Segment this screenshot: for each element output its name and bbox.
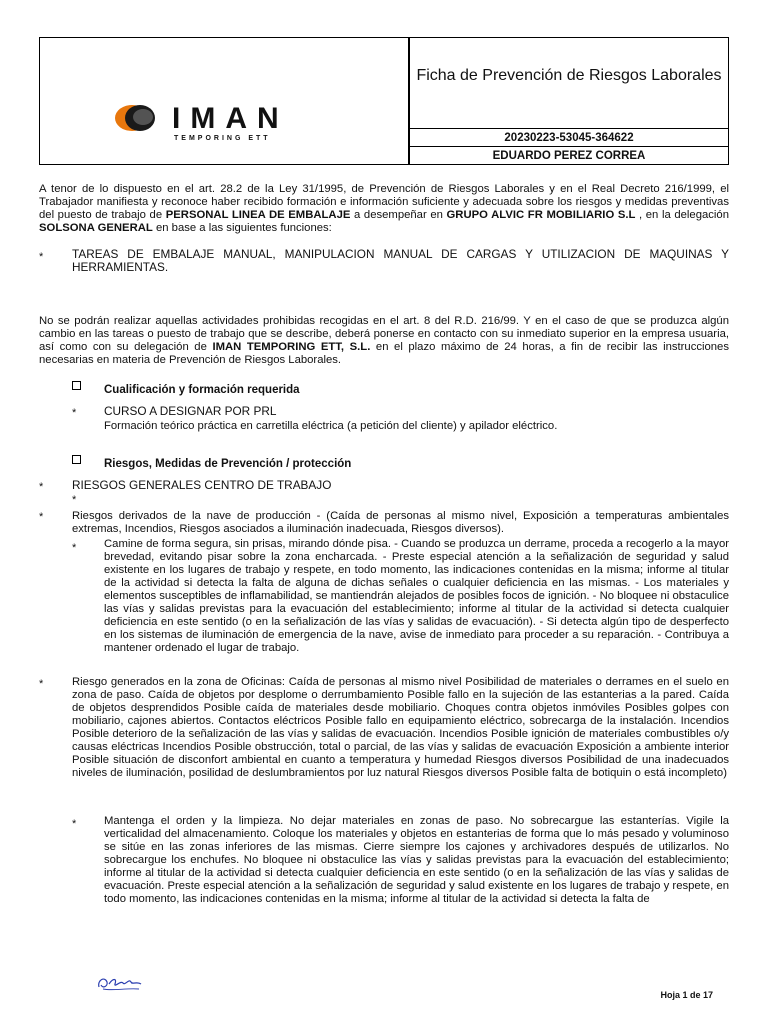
- svg-text:IMAN: IMAN: [172, 102, 289, 135]
- job-position: PERSONAL LINEA DE EMBALAJE: [165, 209, 351, 221]
- bullet-marker: *: [39, 251, 44, 263]
- course-name: CURSO A DESIGNAR POR PRL: [104, 404, 277, 418]
- production-risk: Riesgos derivados de la nave de producción - (Caída de personas al mismo nivel, Exposición a temperaturas ambientales extremas, Incendios, Riesgos asociados a iluminación inadecuada, Riesgos diversos).: [72, 510, 729, 535]
- bullet-marker: *: [39, 678, 44, 690]
- bullet-marker: *: [72, 494, 77, 506]
- section-checkbox: [72, 455, 81, 464]
- production-measures: Camine de forma segura, sin prisas, mirando dónde pisa. - Cuando se produzca un derrame, proceda a recogerlo a la mayor brevedad, evitando pisar sobre la zona encharcada. - Preste especial atención a la señalización de seguridad y salud existente en los lugares de trabajo y respete, en todo momento, las indicaciones contenidas en la misma; informe al titular de la actividad si detecta la falta de alguna de dichas señales o cualquier deficiencia en las mismas. - Los materiales y elementos susceptibles de inflamabilidad, se mantiendrán alejados de posibles focos de ignición. - No bloquee ni obstaculice las vías y salidas previstas para la evacuación del establecimiento; informe al titular de la actividad si detecta cualquier deficiencia en este sentido (o en la señalización de las vías y salidas de evacuación). - Si detecta algún tipo de desperfecto en los sistemas de iluminación de emergencia de la nave, avise de inmediato para proceder a su reparación. - Contribuya a mantener ordenado el lugar de trabajo.: [104, 538, 729, 654]
- document-title: Ficha de Prevención de Riesgos Laborales: [416, 67, 722, 84]
- ett-company: IMAN TEMPORING ETT, S.L.: [212, 341, 371, 353]
- bullet-marker: *: [39, 511, 44, 523]
- prohibited-text-b: en el plazo máximo de 24 horas, a fin de recibir las instrucciones necesarias en materia de Prevención de Riesgos Laborales.: [39, 341, 729, 366]
- course-detail: Formación teórico práctica en carretilla eléctrica (a petición del cliente) y apilador eléctrico.: [104, 420, 558, 432]
- intro-text-a: A tenor de lo dispuesto en el art. 28.2 de la Ley 31/1995, de Prevención de Riesgos Laborales y en el Real Decreto 216/1999, el Trabajador manifiesta y reconoce haber recibido formación e información suficiente y adecuada sobre los riesgos y medidas preventivas del puesto de trabajo de: [39, 183, 729, 221]
- signature: [95, 972, 145, 994]
- qualification-title: Cualificación y formación requerida: [104, 384, 300, 396]
- prohibited-activities-paragraph: [39, 315, 729, 367]
- svg-text:TEMPORING ETT: TEMPORING ETT: [174, 135, 271, 142]
- client-company: GRUPO ALVIC FR MOBILIARIO S.L: [446, 209, 636, 221]
- bullet-marker: *: [39, 481, 44, 493]
- risks-title: Riesgos, Medidas de Prevención / protección: [104, 458, 352, 470]
- bullet-marker: *: [72, 407, 77, 419]
- intro-text-b: a desempeñar en: [350, 209, 447, 221]
- bullet-marker: *: [72, 542, 77, 554]
- general-risks: RIESGOS GENERALES CENTRO DE TRABAJO: [72, 478, 332, 492]
- office-measures: Mantenga el orden y la limpieza. No dejar materiales en zonas de paso. No sobrecargue las estanterías. Vigile la verticalidad del almacenamiento. Coloque los materiales y objetos en estanterias de forma que lo más pesado y voluminoso se sitúe en las zonas inferiores de las mismas. Cierre siempre los cajones y archivadores después de utilizarlos. No sobrecargue los enchufes. No bloquee ni obstaculice las vías y salidas previstas para la evacuación del establecimiento; informe al titular de la actividad si detecta cualquier deficiencia en este sentido (o en la señalización de las vías y salidas de evacuación. Preste especial atención a la señalización de seguridad y salud existente en los lugares de trabajo y respete, en todo momento, las indicaciones contenidas en la misma; informe al titular de la actividad si detecta la falta de: [104, 815, 729, 905]
- office-risk: Riesgo generados en la zona de Oficinas: Caída de personas al mismo nivel Posibilidad de materiales o derrames en el suelo en zona de paso. Caída de objetos por desplome o derrumbamiento Posible fallo en la sujeción de las estanterias a la pared. Caída de objetos desprendidos Posible caída de materiales desde mobiliario. Choques contra objetos inmóviles Posibles golpes con mobiliario, cajones abiertos. Contactos eléctricos Posible fallo en equipamiento eléctrico, sobrecarga de la instalación. Incendios Posible deterioro de la señalización de las vías y salidas de evacuación. Incendios Posible ignición de materiales combustibles o/y causas eléctricas Incendios Posible obstrucción, total o parcial, de las vías y salidas de evacuación Exposición a ambiente interior Posible situación de disconfort ambiental en cuanto a temperatura y humedad Riesgos diversos Posibilidad de una inadecuados niveles de iluminación, posilidad de deslumbramientos por luz natural Riesgos diversos Posible falta de botiquin o está incompleto): [72, 676, 729, 779]
- header-box: [39, 37, 729, 165]
- worker-name: EDUARDO PEREZ CORREA: [410, 146, 728, 165]
- intro-paragraph: [39, 183, 729, 235]
- job-functions: TAREAS DE EMBALAJE MANUAL, MANIPULACION MANUAL DE CARGAS Y UTILIZACION DE MAQUINAS Y HERRAMIENTAS.: [72, 247, 729, 274]
- bullet-marker: *: [72, 818, 77, 830]
- delegation-name: SOLSONA GENERAL: [39, 222, 153, 234]
- reference-number: 20230223-53045-364622: [410, 128, 728, 147]
- section-checkbox: [72, 381, 81, 390]
- intro-text-d: en base a las siguientes funciones:: [152, 222, 332, 234]
- intro-text-c: , en la delegación: [635, 209, 729, 221]
- page-number: Hoja 1 de 17: [660, 990, 713, 1000]
- prohibited-text-a: No se podrán realizar aquellas actividades prohibidas recogidas en el art. 8 del R.D. 216/99. Y en el caso de que se produzca algún cambio en las tareas o puesto de trabajo que se describe, deberá ponerse en contacto con su inmediato superior en la empresa usuaria, así como con su delegación de: [39, 315, 729, 353]
- iman-logo: [112, 96, 332, 146]
